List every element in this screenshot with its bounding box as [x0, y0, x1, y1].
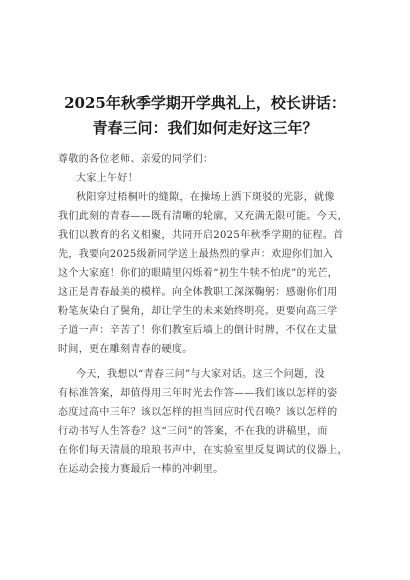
paragraph-1-line: 这正是青春最美的模样。向全体教职工深深鞠躬：感谢你们用	[58, 287, 338, 298]
document-title-line-1: 2025年秋季学期开学典礼上，校长讲话：	[64, 94, 346, 112]
paragraph-1-line: 秋阳穿过梧桐叶的缝隙，在操场上洒下斑驳的光影，就像	[76, 192, 335, 203]
paragraph-2-line: 今天，我想以“青春三问”与大家对话。这三个问题，没	[76, 369, 325, 380]
paragraph-2-line: 态度过高中三年？该以怎样的担当回应时代召唤？该以怎样的	[58, 407, 338, 418]
paragraph-1-line: 这个大家庭！你们的眼睛里闪烁着“初生牛犊不怕虎”的光芒，	[58, 268, 339, 279]
paragraph-2-line: 行动书写人生答卷？这“三问”的答案，不在我的讲稿里，而	[58, 426, 328, 437]
paragraph-2-line: 在你们每天清晨的琅琅书声中，在实验室里反复调试的仪器上，	[58, 445, 348, 456]
paragraph-2-line: 在运动会接力赛最后一棒的冲刺里。	[58, 464, 224, 475]
salutation: 尊敬的各位老师、亲爱的同学们：	[58, 154, 214, 165]
paragraph-1-line: 子道一声：辛苦了！你们教室后墙上的倒计时牌，不仅在丈量	[58, 325, 338, 336]
paragraph-1-line: 我们此刻的青春——既有清晰的轮廓，又充满无限可能。今天，	[58, 211, 348, 222]
paragraph-1-line: 先，我要向2025级新同学送上最热烈的掌声：欢迎你们加入	[58, 249, 334, 260]
paragraph-1-line: 粉笔灰染白了鬓角，却让学生的未来始终明亮。更要向高三学	[58, 306, 338, 317]
paragraph-1-line: 我们以教育的名义相聚，共同开启2025年秋季学期的征程。首	[58, 230, 344, 241]
greeting: 大家上午好！	[76, 173, 139, 184]
paragraph-1-line: 时间，更在雕刻青春的硬度。	[58, 344, 193, 355]
document-title-line-2: 青春三问：我们如何走好这三年？	[92, 119, 318, 137]
paragraph-2-line: 有标准答案，却值得用三年时光去作答——我们该以怎样的姿	[58, 388, 338, 399]
